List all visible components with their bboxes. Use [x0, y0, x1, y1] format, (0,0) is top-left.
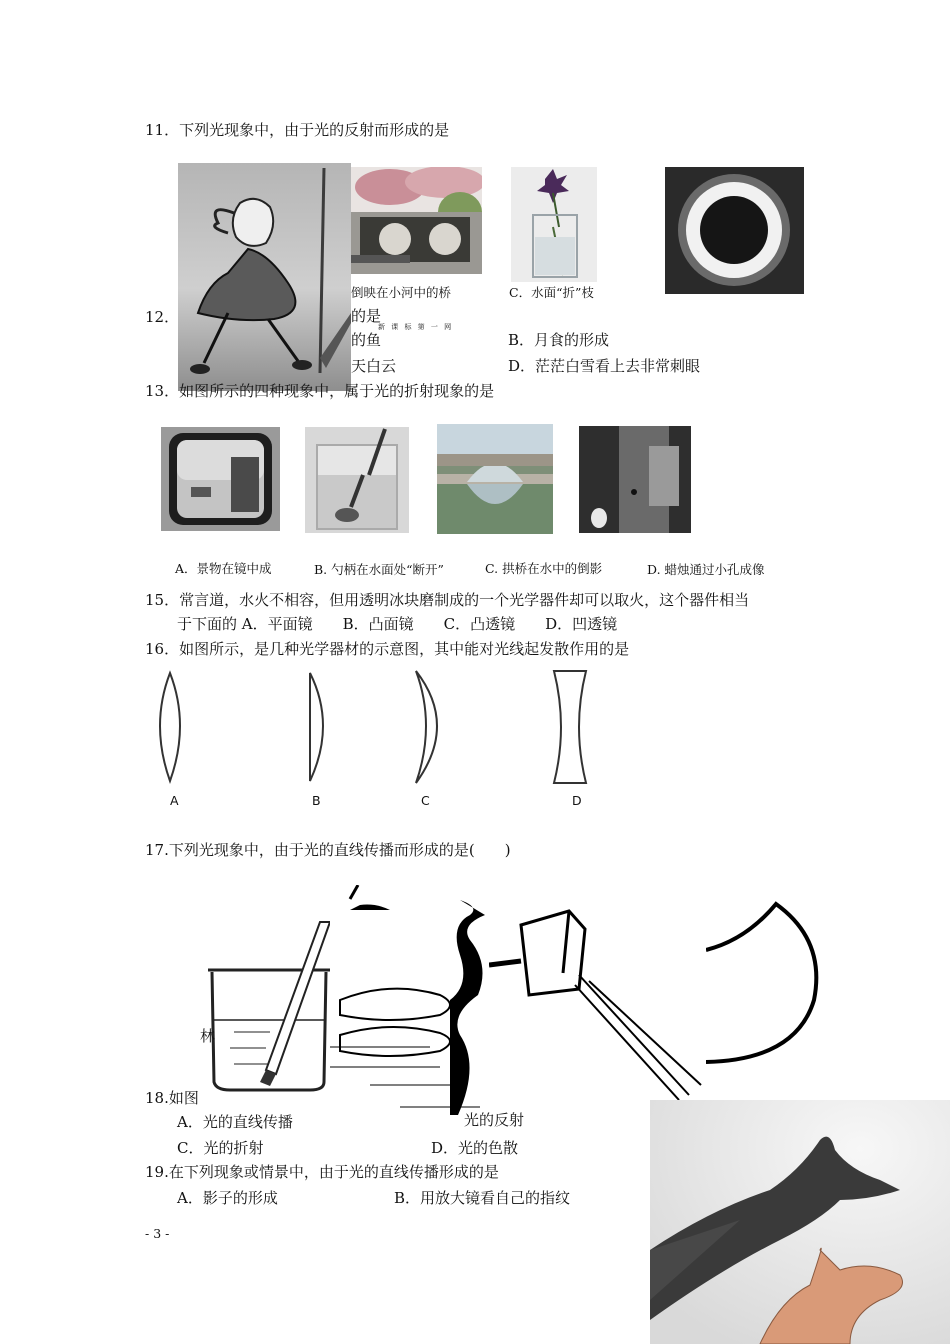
biconvex-lens-a	[160, 673, 180, 781]
q19-option-a: A．影子的形成	[177, 1189, 278, 1207]
flower-in-glass-photo	[511, 167, 597, 282]
q11-caption-b: 倒映在小河中的桥	[351, 285, 452, 300]
solar-eclipse-photo	[665, 167, 804, 294]
q19-stem: 19.在下列现象或情景中，由于光的直线传播形成的是	[145, 1163, 499, 1181]
q12-option-d: D．茫茫白雪看上去非常刺眼	[508, 357, 701, 375]
lens-label-d: D	[572, 793, 582, 808]
lens-diagrams	[140, 665, 620, 795]
q12-stem-end: 的是	[351, 307, 382, 325]
q13-caption-a: A．景物在镜中成	[175, 561, 272, 576]
page-number: - 3 -	[145, 1226, 170, 1241]
crescent-moon-drawing	[706, 900, 821, 1065]
arch-bridge-reflection-photo	[437, 424, 553, 534]
watermark-text: 新 课 标 第 一 网	[378, 323, 454, 331]
q13-caption-b: B. 勺柄在水面处“断开”	[314, 562, 444, 577]
projector-diagram	[489, 905, 705, 1100]
girl-with-shadow-image	[178, 163, 351, 391]
pinhole-candle-photo	[579, 426, 691, 533]
spoon-in-water-photo	[305, 427, 409, 533]
lens-label-b: B	[312, 793, 321, 808]
q18-option-a: A．光的直线传播	[177, 1113, 293, 1131]
q17-stem: 17.下列光现象中，由于光的直线传播而形成的是( )	[145, 841, 511, 859]
q17-fragment: 林	[200, 1027, 216, 1045]
q18-stem-fragment: 18.如图	[145, 1089, 199, 1107]
q15-line-2: 于下面的 A．平面镜 B．凸面镜 C．凸透镜 D．凹透镜	[177, 615, 618, 633]
q13-stem: 13．如图所示的四种现象中，属于光的折射现象的是	[145, 382, 495, 400]
q13-caption-c: C. 拱桥在水中的倒影	[485, 561, 603, 576]
q19-option-b: B．用放大镜看自己的指纹	[394, 1189, 571, 1207]
plano-convex-lens-b	[310, 673, 323, 781]
beaker-with-rod-drawing	[200, 880, 340, 1095]
swan-reflection-drawing	[330, 885, 490, 1115]
biconcave-lens-d	[554, 671, 586, 783]
q11-caption-c: C．水面“折”枝	[509, 285, 594, 300]
meniscus-lens-c	[416, 671, 437, 783]
q18-option-b-fragment: 光的反射	[464, 1111, 525, 1129]
q16-stem: 16．如图所示，是几种光学器材的示意图，其中能对光线起发散作用的是	[145, 640, 630, 658]
q18-option-d: D．光的色散	[431, 1139, 519, 1157]
q12-option-a-fragment: 的鱼	[351, 331, 382, 349]
q15-line-1: 15．常言道，水火不相容，但用透明冰块磨制成的一个光学器件却可以取火，这个器件相当	[145, 591, 750, 609]
q11-stem: 11．下列光现象中，由于光的反射而形成的是	[145, 121, 450, 139]
hand-shadow-photo	[650, 1100, 950, 1344]
q18-option-c: C．光的折射	[177, 1139, 264, 1157]
q13-caption-d: D. 蜡烛通过小孔成像	[647, 562, 765, 577]
lens-label-c: C	[421, 793, 430, 808]
q12-option-c-fragment: 天白云	[351, 357, 397, 375]
bridge-reflection-photo	[350, 167, 482, 274]
side-mirror-photo	[161, 427, 280, 531]
q12-stem-number: 12．	[145, 308, 180, 326]
lens-label-a: A	[170, 793, 179, 808]
q12-option-b: B．月食的形成	[508, 331, 610, 349]
